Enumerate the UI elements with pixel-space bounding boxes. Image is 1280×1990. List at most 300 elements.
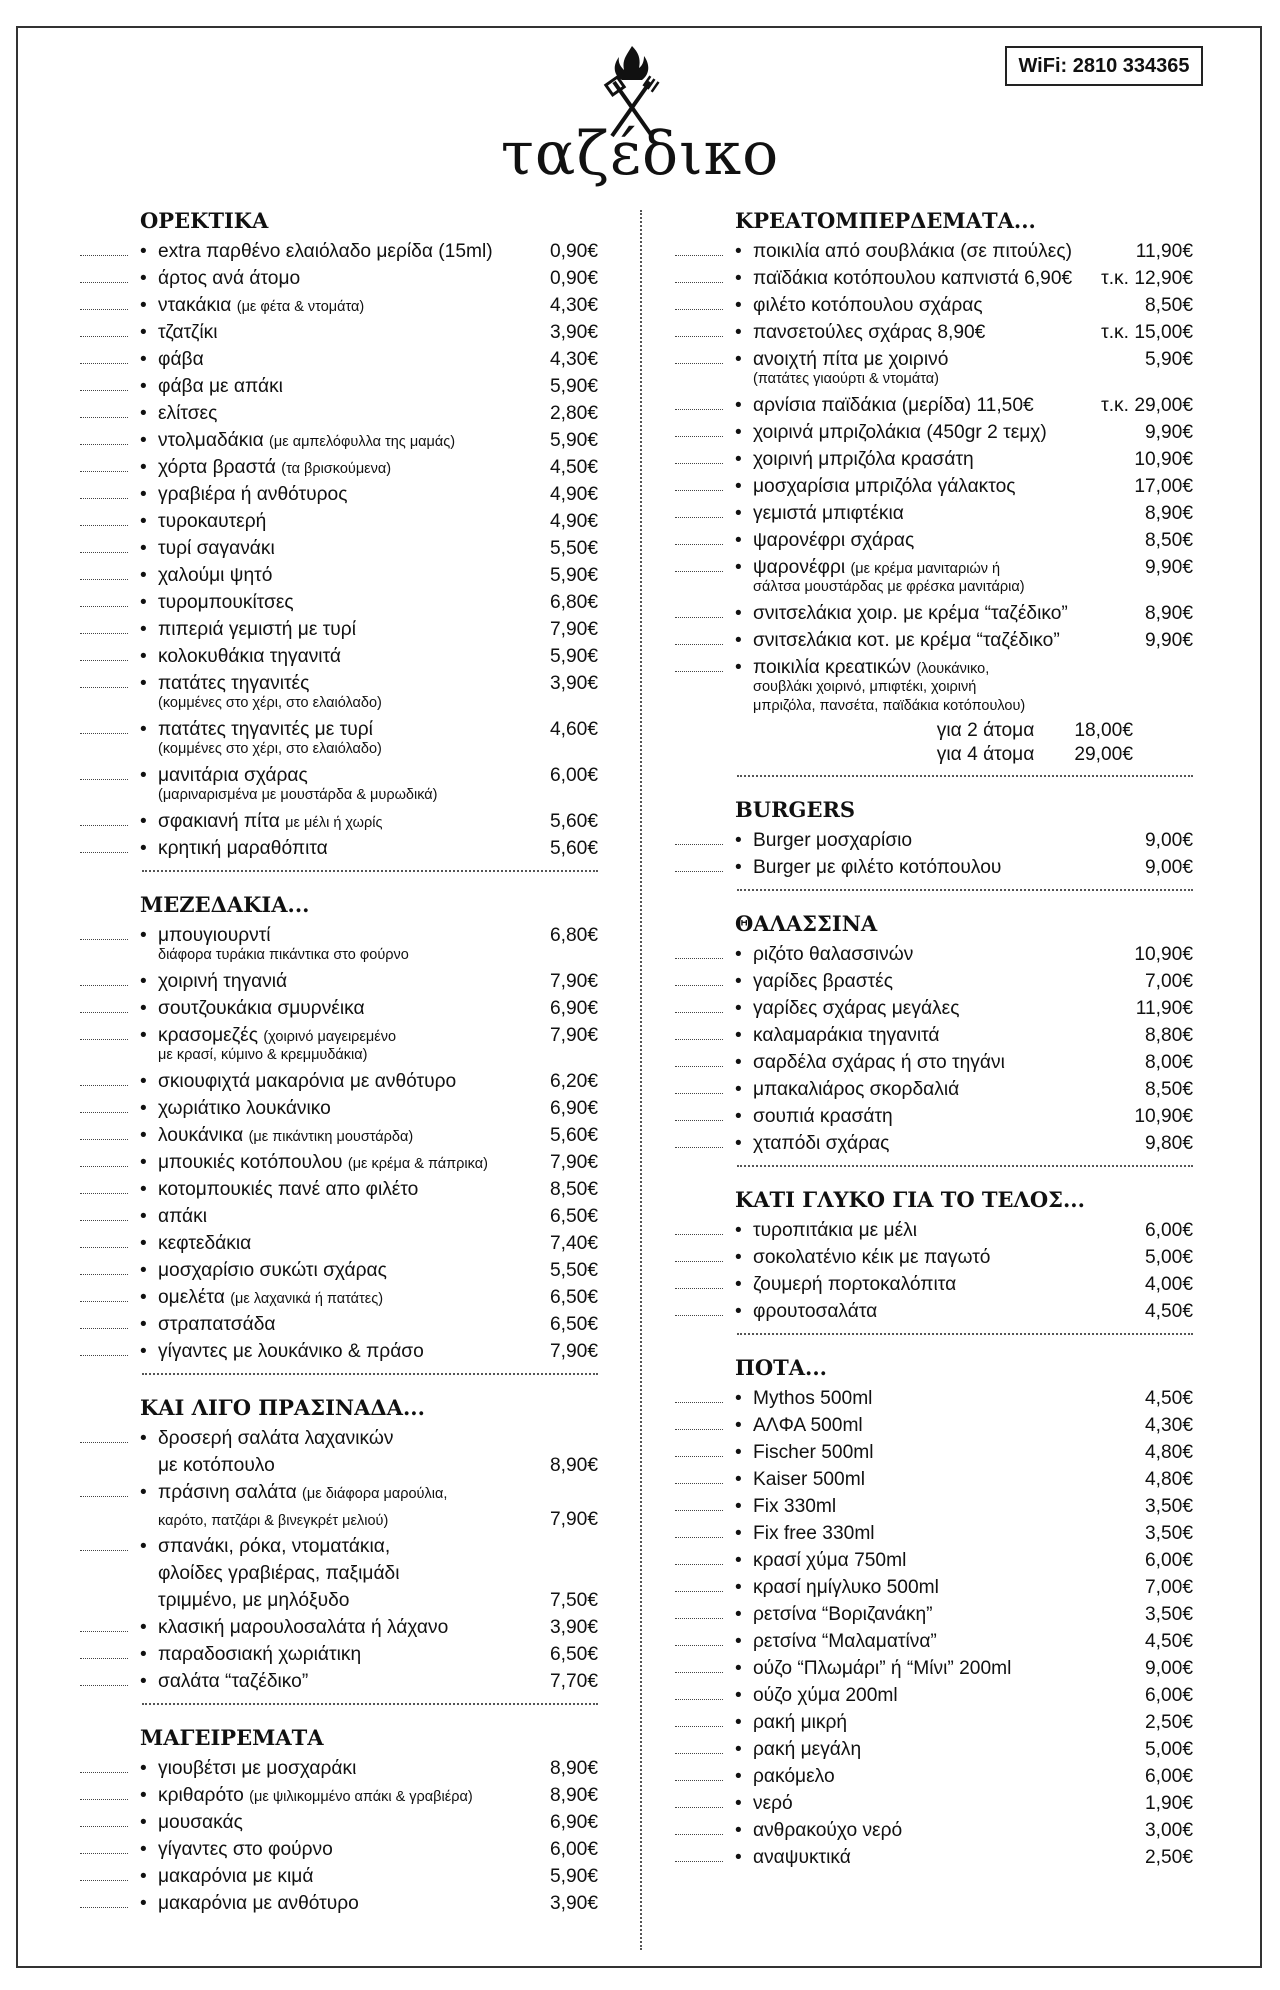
item-name: • ψαρονέφρι σχάρας (735, 527, 914, 554)
item-row (735, 1244, 1193, 1271)
price-value: 6,50€ (549, 1644, 598, 1665)
item-price (1145, 1655, 1193, 1682)
section-title: ΟΡΕΚΤΙΚΑ (140, 208, 269, 233)
item-subtext: διάφορα τυράκια πικάντικα στο φούρνο (158, 947, 409, 963)
item-price (550, 922, 598, 949)
menu-item (80, 1284, 640, 1311)
item-row (140, 481, 598, 508)
menu-item (675, 1385, 1235, 1412)
item-name: • παραδοσιακή χωριάτικη (140, 1641, 361, 1668)
portion-label: για 4 άτομα (936, 744, 1035, 765)
dotted-leader (80, 282, 128, 283)
price-value: 4,00€ (1144, 1274, 1193, 1295)
price-value: 3,90€ (549, 1893, 598, 1914)
item-price (550, 670, 598, 697)
item-price (1101, 392, 1193, 419)
price-value: 6,20€ (549, 1071, 598, 1092)
price-value: 3,90€ (549, 1617, 598, 1638)
price-value: 9,00€ (1144, 857, 1193, 878)
item-row-continued (140, 1506, 598, 1533)
section-title: ΠΟΤΑ... (735, 1355, 827, 1380)
dotted-leader (80, 498, 128, 499)
price-value: 10,90€ (1134, 1106, 1193, 1127)
item-price (1145, 1709, 1193, 1736)
item-row (735, 1736, 1193, 1763)
dotted-leader (675, 1807, 723, 1808)
menu-item (675, 1817, 1235, 1844)
item-price (550, 319, 598, 346)
price-value: 6,90€ (549, 1098, 598, 1119)
item-name: • μπουγιουρντί (140, 922, 271, 949)
item-row (140, 1122, 598, 1149)
menu-item (80, 716, 640, 759)
dotted-leader (80, 606, 128, 607)
menu-item (80, 1257, 640, 1284)
item-row (735, 1817, 1193, 1844)
dotted-leader (675, 1483, 723, 1484)
item-price (550, 562, 598, 589)
menu-item (80, 1230, 640, 1257)
item-price (1145, 1736, 1193, 1763)
item-row (140, 589, 598, 616)
item-name: • σφακιανή πίτα με μέλι ή χωρίς (140, 808, 382, 835)
price-value: 9,00€ (1144, 830, 1193, 851)
price-value: 8,50€ (549, 1179, 598, 1200)
item-price (550, 1890, 598, 1917)
menu-item (675, 654, 1235, 716)
item-name: • αναψυκτικά (735, 1844, 851, 1871)
menu-item (675, 1412, 1235, 1439)
item-price (1145, 854, 1193, 881)
dotted-leader (80, 1112, 128, 1113)
item-price (550, 535, 598, 562)
item-row (140, 1836, 598, 1863)
dotted-leader (80, 1631, 128, 1632)
item-row (735, 1520, 1193, 1547)
item-price (550, 1863, 598, 1890)
item-price (1145, 600, 1193, 627)
item-price (1134, 473, 1193, 500)
price-value: 5,60€ (549, 1125, 598, 1146)
item-price (1145, 419, 1193, 446)
dotted-leader (80, 552, 128, 553)
item-row (140, 562, 598, 589)
section-title: ΘΑΛΑΣΣΙΝΑ (735, 911, 878, 936)
portion-price: 18,00€ (1074, 720, 1133, 741)
item-name: • Burger μοσχαρίσιο (735, 827, 912, 854)
item-name: • κολοκυθάκια τηγανιτά (140, 643, 341, 670)
item-price (1145, 1217, 1193, 1244)
dotted-leader (675, 671, 723, 672)
menu-item (675, 854, 1235, 881)
item-name: • ντακάκια (με φέτα & ντομάτα) (140, 292, 364, 319)
item-name: • Fix free 330ml (735, 1520, 875, 1547)
price-value: 6,00€ (1144, 1766, 1193, 1787)
item-note: (με ψιλικομμένο απάκι & γραβιέρα) (249, 1789, 473, 1805)
item-name: • χοιρινή μπριζόλα κρασάτη (735, 446, 974, 473)
dotted-leader (675, 1537, 723, 1538)
dotted-leader (675, 1315, 723, 1316)
menu-item (80, 1122, 640, 1149)
price-value: 17,00€ (1134, 476, 1193, 497)
item-row (140, 1809, 598, 1836)
price-value: 7,00€ (1144, 1577, 1193, 1598)
section-separator (142, 870, 598, 872)
item-row (140, 508, 598, 535)
item-name: • ζουμερή πορτοκαλόπιτα (735, 1271, 956, 1298)
price-value: 4,50€ (1144, 1388, 1193, 1409)
menu-item (675, 1244, 1235, 1271)
menu-item (80, 1149, 640, 1176)
menu-item (675, 1844, 1235, 1871)
dotted-leader (675, 958, 723, 959)
menu-item (80, 995, 640, 1022)
price-value: 7,00€ (1144, 971, 1193, 992)
dotted-leader (80, 336, 128, 337)
item-name: • ρακόμελο (735, 1763, 835, 1790)
price-value: 4,50€ (1144, 1301, 1193, 1322)
item-row (140, 427, 598, 454)
item-subtext: με κρασί, κύμινο & κρεμμυδάκια) (158, 1047, 368, 1063)
menu-item (80, 1890, 640, 1917)
item-price (550, 346, 598, 373)
brand-logo: ταζέδικο (500, 119, 780, 189)
dotted-leader (80, 1139, 128, 1140)
item-name: • ρετσίνα “Μαλαματίνα” (735, 1628, 937, 1655)
menu-item (675, 627, 1235, 654)
dotted-leader (80, 390, 128, 391)
item-name: • ΑΛΦΑ 500ml (735, 1412, 863, 1439)
item-subtext: (πατάτες γιαούρτι & ντομάτα) (753, 371, 940, 387)
item-note: (με λαχανικά ή πατάτες) (230, 1291, 384, 1307)
item-row (735, 1574, 1193, 1601)
item-name: • Fix 330ml (735, 1493, 836, 1520)
item-subtext: (κομμένες στο χέρι, στο ελαιόλαδο) (158, 741, 382, 757)
item-price (1145, 968, 1193, 995)
item-name: • πανσετούλες σχάρας 8,90€ (735, 319, 985, 346)
item-name: • παϊδάκια κοτόπουλου καπνιστά 6,90€ (735, 265, 1072, 292)
menu-item (80, 238, 640, 265)
menu-item (80, 1203, 640, 1230)
item-name: • γεμιστά μπιφτέκια (735, 500, 904, 527)
menu-item (80, 265, 640, 292)
price-value: 5,90€ (549, 430, 598, 451)
item-note: καρότο, πατζάρι & βινεγκρέτ μελιού) (158, 1513, 389, 1529)
item-price (550, 1668, 598, 1695)
item-name: • κεφτεδάκια (140, 1230, 251, 1257)
menu-item (675, 1103, 1235, 1130)
item-row (140, 968, 598, 995)
price-value: 6,80€ (549, 925, 598, 946)
menu-item (80, 1022, 640, 1065)
item-row (735, 419, 1193, 446)
item-row (735, 1763, 1193, 1790)
price-value: 9,90€ (1144, 630, 1193, 651)
menu-item (675, 346, 1235, 389)
menu-item (675, 1022, 1235, 1049)
item-note: (λουκάνικο, (916, 661, 990, 677)
item-price (550, 589, 598, 616)
item-price (550, 1095, 598, 1122)
dotted-leader (675, 1234, 723, 1235)
menu-item (80, 1338, 640, 1365)
item-note: (με διάφορα μαρούλια, (302, 1486, 448, 1502)
item-price (1145, 1520, 1193, 1547)
menu-item (675, 1790, 1235, 1817)
price-value: 3,90€ (549, 322, 598, 343)
item-name: • γαρίδες σχάρας μεγάλες (735, 995, 959, 1022)
menu-item (675, 827, 1235, 854)
price-value: 6,00€ (549, 765, 598, 786)
menu-item (80, 835, 640, 862)
item-name: • σνιτσελάκια χοιρ. με κρέμα “ταζέδικο” (735, 600, 1068, 627)
menu-item (80, 670, 640, 713)
item-price (550, 968, 598, 995)
menu-item (80, 346, 640, 373)
item-row (735, 941, 1193, 968)
item-name: • τυροκαυτερή (140, 508, 266, 535)
menu-item (80, 427, 640, 454)
item-name: • γίγαντες στο φούρνο (140, 1836, 333, 1863)
price-value: 5,90€ (549, 376, 598, 397)
price-value: 4,90€ (549, 484, 598, 505)
item-name: • ομελέτα (με λαχανικά ή πατάτες) (140, 1284, 383, 1311)
item-price (550, 238, 598, 265)
item-name: • ρετσίνα “Βοριζανάκη” (735, 1601, 933, 1628)
price-value: 5,50€ (549, 538, 598, 559)
dotted-leader (675, 844, 723, 845)
dotted-leader (675, 1645, 723, 1646)
item-row (735, 238, 1193, 265)
menu-item (80, 508, 640, 535)
item-price (550, 292, 598, 319)
item-price (550, 1755, 598, 1782)
item-row (735, 319, 1193, 346)
price-value: 4,50€ (1144, 1631, 1193, 1652)
menu-item (80, 1641, 640, 1668)
item-price (1145, 1130, 1193, 1157)
section-separator (142, 1703, 598, 1705)
item-price: 7,90€ (549, 1509, 598, 1530)
item-name: • πράσινη σαλάτα (με διάφορα μαρούλια, (140, 1479, 447, 1506)
item-price (1145, 346, 1193, 373)
menu-item (675, 500, 1235, 527)
dotted-leader (80, 660, 128, 661)
item-row (140, 454, 598, 481)
price-value: 6,90€ (549, 998, 598, 1019)
price-value: 8,50€ (1144, 295, 1193, 316)
price-value: 3,50€ (1144, 1604, 1193, 1625)
item-row (140, 995, 598, 1022)
item-price (550, 1641, 598, 1668)
item-row (735, 1103, 1193, 1130)
dotted-leader (80, 525, 128, 526)
item-row (735, 1628, 1193, 1655)
item-price (1145, 527, 1193, 554)
dotted-leader (80, 687, 128, 688)
item-row (140, 1479, 598, 1506)
item-row (140, 1668, 598, 1695)
menu-item (675, 554, 1235, 597)
dotted-leader (675, 1039, 723, 1040)
menu-item (675, 995, 1235, 1022)
item-price (1145, 1601, 1193, 1628)
menu-item (675, 1130, 1235, 1157)
item-name-continued: φλοίδες γραβιέρας, παξιμάδι (158, 1563, 400, 1584)
item-price (550, 1782, 598, 1809)
item-name: • ριζότο θαλασσινών (735, 941, 913, 968)
item-row (735, 1682, 1193, 1709)
dotted-leader (80, 363, 128, 364)
price-value: 5,90€ (549, 565, 598, 586)
item-name: • μπουκιές κοτόπουλου (με κρέμα & πάπρικα) (140, 1149, 488, 1176)
menu-item (675, 1076, 1235, 1103)
price-value: 8,90€ (1144, 503, 1193, 524)
menu-item (80, 968, 640, 995)
item-price (550, 1122, 598, 1149)
item-price (1145, 827, 1193, 854)
price-value: 2,50€ (1144, 1847, 1193, 1868)
dotted-leader (675, 1456, 723, 1457)
item-name: • μοσχαρίσια μπριζόλα γάλακτος (735, 473, 1016, 500)
item-row (140, 1425, 598, 1452)
item-row (735, 1547, 1193, 1574)
item-name: • τυρί σαγανάκι (140, 535, 275, 562)
item-price (550, 716, 598, 743)
menu-section (675, 889, 1235, 1157)
dotted-leader (675, 336, 723, 337)
menu-item (675, 473, 1235, 500)
item-price (1134, 941, 1193, 968)
dotted-leader (675, 363, 723, 364)
item-name: • πατάτες τηγανιτές με τυρί (140, 716, 373, 743)
menu-item (675, 527, 1235, 554)
item-price (1145, 1493, 1193, 1520)
item-name: • τυρομπουκίτσες (140, 589, 294, 616)
item-name: • Burger με φιλέτο κοτόπουλου (735, 854, 1001, 881)
dotted-leader (675, 985, 723, 986)
item-name: • κριθαρότο (με ψιλικομμένο απάκι & γραβιέρα) (140, 1782, 473, 1809)
item-price (550, 481, 598, 508)
menu-item (80, 454, 640, 481)
item-price (1145, 500, 1193, 527)
item-price (1145, 1271, 1193, 1298)
dotted-leader (80, 825, 128, 826)
dotted-leader (80, 1355, 128, 1356)
item-row (735, 1655, 1193, 1682)
item-price (550, 508, 598, 535)
dotted-leader (675, 1780, 723, 1781)
dotted-leader (675, 1147, 723, 1148)
item-price (550, 265, 598, 292)
section-separator (737, 775, 1193, 777)
section-separator (737, 889, 1193, 891)
item-name: • χωριάτικο λουκάνικο (140, 1095, 331, 1122)
item-price (1145, 1022, 1193, 1049)
item-row (140, 1176, 598, 1203)
item-price (1134, 446, 1193, 473)
portion-row (675, 719, 1133, 743)
dotted-leader (80, 1853, 128, 1854)
menu-item (80, 643, 640, 670)
item-name: • ντολμαδάκια (με αμπελόφυλλα της μαμάς) (140, 427, 455, 454)
price-value: 7,70€ (549, 1671, 598, 1692)
section-separator (142, 1373, 598, 1375)
item-name: • μανιτάρια σχάρας (140, 762, 308, 789)
menu-section (675, 204, 1235, 767)
price-value: 3,50€ (1144, 1523, 1193, 1544)
menu-item (675, 1601, 1235, 1628)
item-price (1136, 995, 1193, 1022)
dotted-leader (675, 1564, 723, 1565)
dotted-leader (80, 1799, 128, 1800)
item-name: • αρνίσια παϊδάκια (μερίδα) 11,50€ (735, 392, 1034, 419)
section-separator (737, 1333, 1193, 1335)
item-price (550, 643, 598, 670)
item-row (735, 1790, 1193, 1817)
dotted-leader (80, 444, 128, 445)
dotted-leader (80, 985, 128, 986)
item-price (1145, 554, 1193, 581)
item-row (140, 1284, 598, 1311)
dotted-leader (675, 1120, 723, 1121)
menu-section (80, 1703, 640, 1917)
dotted-leader (675, 1618, 723, 1619)
menu-item (675, 600, 1235, 627)
item-row (140, 643, 598, 670)
section-title: ΜΑΓΕΙΡΕΜΑΤΑ (140, 1725, 324, 1750)
item-price (1145, 1790, 1193, 1817)
item-name: • σκιουφιχτά μακαρόνια με ανθότυρο (140, 1068, 456, 1095)
price-value: 11,90€ (1135, 241, 1193, 262)
price-value: 5,50€ (549, 1260, 598, 1281)
item-name: • ανθρακούχο νερό (735, 1817, 902, 1844)
price-value: 5,60€ (549, 811, 598, 832)
price-value: 4,60€ (549, 719, 598, 740)
left-column (80, 204, 640, 1917)
dotted-leader (675, 1429, 723, 1430)
item-price (550, 373, 598, 400)
dotted-leader (80, 1301, 128, 1302)
price-value: 4,30€ (549, 349, 598, 370)
item-name: • extra παρθένο ελαιόλαδο μερίδα (15ml) (140, 238, 493, 265)
item-name: • γαρίδες βραστές (735, 968, 893, 995)
menu-item (675, 238, 1235, 265)
item-note: (με φέτα & ντομάτα) (236, 299, 365, 315)
item-row (140, 1755, 598, 1782)
price-value: 4,80€ (1144, 1442, 1193, 1463)
item-row (140, 238, 598, 265)
item-row (735, 600, 1193, 627)
item-subtext: σουβλάκι χοιρινό, μπιφτέκι, χοιρινή (753, 679, 977, 695)
portion-label: για 2 άτομα (936, 720, 1035, 741)
item-name: • σνιτσελάκια κοτ. με κρέμα “ταζέδικο” (735, 627, 1060, 654)
menu-section (80, 870, 640, 1365)
dotted-leader (80, 1658, 128, 1659)
item-note: (με κρέμα μανιταριών ή (850, 561, 1001, 577)
item-name: • κρητική μαραθόπιτα (140, 835, 328, 862)
item-price (550, 1338, 598, 1365)
menu-item (675, 968, 1235, 995)
item-name-continued: με κοτόπουλο (158, 1455, 275, 1476)
item-price (1145, 1244, 1193, 1271)
item-name: • άρτος ανά άτομο (140, 265, 300, 292)
menu-item (675, 419, 1235, 446)
item-name: • στραπατσάδα (140, 1311, 276, 1338)
dotted-leader (675, 309, 723, 310)
item-row (140, 616, 598, 643)
menu-item (675, 1217, 1235, 1244)
